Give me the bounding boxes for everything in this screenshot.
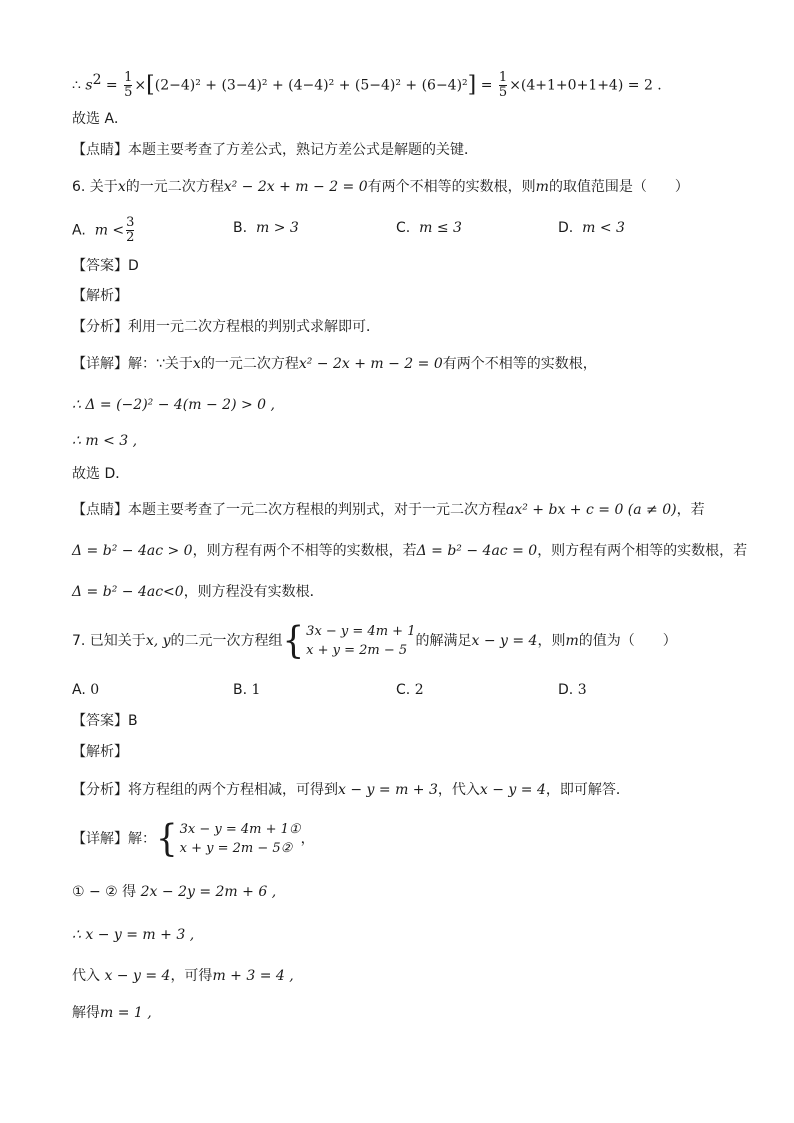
q5-conclusion: 故选 A． xyxy=(72,111,129,127)
comment-text: 本题主要考查了方差公式，熟记方差公式是解题的关键． xyxy=(128,142,478,158)
q7-detail: 【详解】解： { 3x − y = 4m + 1① x + y = 2m − 5② ， xyxy=(72,817,315,861)
q7-answer-value: B xyxy=(128,713,138,729)
q6-option-a[interactable]: A. m < $\frac{3}{2}$ xyxy=(72,215,135,245)
q6-option-b[interactable]: B. m > 3 xyxy=(233,220,299,236)
variance-line: ∴ $s^2$ = $\frac{1}{5}$ ×[(2−4)² + (3−4)² + (4−4)² + (5−4)² + (6−4)²] = $\frac{1}{5}$ ×(4+1+0+1+4) = 2 . xyxy=(72,70,662,101)
q7-option-a[interactable]: A. 0 xyxy=(72,682,100,698)
comment-tag: 【点睛】 xyxy=(72,142,128,158)
squared-deviation-sum: (2−4)² + (3−4)² + (4−4)² + (5−4)² + (6−4)² xyxy=(154,77,468,94)
variance-symbol: s xyxy=(85,77,93,94)
q7-stem: 7. 已知关于x, y的二元一次方程组 { 3x − y = 4m + 1 x + y = 2m − 5 的解满足x − y = 4，则m的值为（ ） xyxy=(72,619,677,663)
fraction-one-fifth: $\frac{1}{5}$ xyxy=(124,70,133,101)
q7-analysis-tag: 【解析】 xyxy=(72,744,128,760)
q7-equation-system: { 3x − y = 4m + 1 x + y = 2m − 5 xyxy=(282,619,416,663)
q7-fenxi: 【分析】将方程组的两个方程相减，可得到x − y = m + 3，代入x − y = 4，即可解答． xyxy=(72,782,630,798)
q7-step-solve: 解得m = 1 , xyxy=(72,1005,152,1021)
q6-equation: x² − 2x + m − 2 = 0 xyxy=(223,179,368,195)
q6-comment-line2: Δ = b² − 4ac > 0，则方程有两个不相等的实数根，若Δ = b² − 4ac = 0，则方程有两个相等的实数根，若 xyxy=(72,543,748,559)
q6-step-discriminant: ∴ Δ = (−2)² − 4(m − 2) > 0 , xyxy=(72,397,275,413)
q7-answer: 【答案】B xyxy=(72,713,138,729)
q7-option-b[interactable]: B. 1 xyxy=(233,682,261,698)
q6-conclusion: 故选 D． xyxy=(72,466,130,482)
q6-answer-value: D xyxy=(128,258,139,274)
q6-answer: 【答案】D xyxy=(72,258,139,274)
q7-step-subtract: ① − ② 得 2x − 2y = 2m + 6 , xyxy=(72,884,277,900)
q6-option-d[interactable]: D. m < 3 xyxy=(558,220,625,236)
q7-option-d[interactable]: D. 3 xyxy=(558,682,587,698)
q7-option-c[interactable]: C. 2 xyxy=(396,682,424,698)
q7-detail-system: { 3x − y = 4m + 1① x + y = 2m − 5② xyxy=(156,817,301,861)
q5-comment xyxy=(72,140,478,160)
q6-step-result: ∴ m < 3 , xyxy=(72,433,138,449)
variance-result: = 2 . xyxy=(627,77,662,94)
q7-step-substitute: 代入 x − y = 4，可得m + 3 = 4 , xyxy=(72,968,294,984)
sum-values: (4+1+0+1+4) xyxy=(520,77,624,94)
q6-stem: 6. 关于x的一元二次方程x² − 2x + m − 2 = 0有两个不相等的实数根，则m的取值范围是（ ） xyxy=(72,179,689,195)
q6-detail: 【详解】解：∵关于x的一元二次方程x² − 2x + m − 2 = 0有两个不相等的实数根， xyxy=(72,356,597,372)
fraction-one-fifth-2: $\frac{1}{5}$ xyxy=(498,70,508,101)
q6-option-c[interactable]: C. m ≤ 3 xyxy=(396,220,462,236)
q6-analysis-tag: 【解析】 xyxy=(72,288,128,304)
therefore-symbol: ∴ xyxy=(72,77,81,94)
q7-step-difference: ∴ x − y = m + 3 , xyxy=(72,927,195,943)
q6-comment-line1: 【点睛】本题主要考查了一元二次方程根的判别式，对于一元二次方程ax² + bx + c = 0 (a ≠ 0)，若 xyxy=(72,502,705,518)
q6-fenxi: 【分析】利用一元二次方程根的判别式求解即可． xyxy=(72,319,380,335)
q6-comment-line3: Δ = b² − 4ac<0，则方程没有实数根． xyxy=(72,584,324,600)
